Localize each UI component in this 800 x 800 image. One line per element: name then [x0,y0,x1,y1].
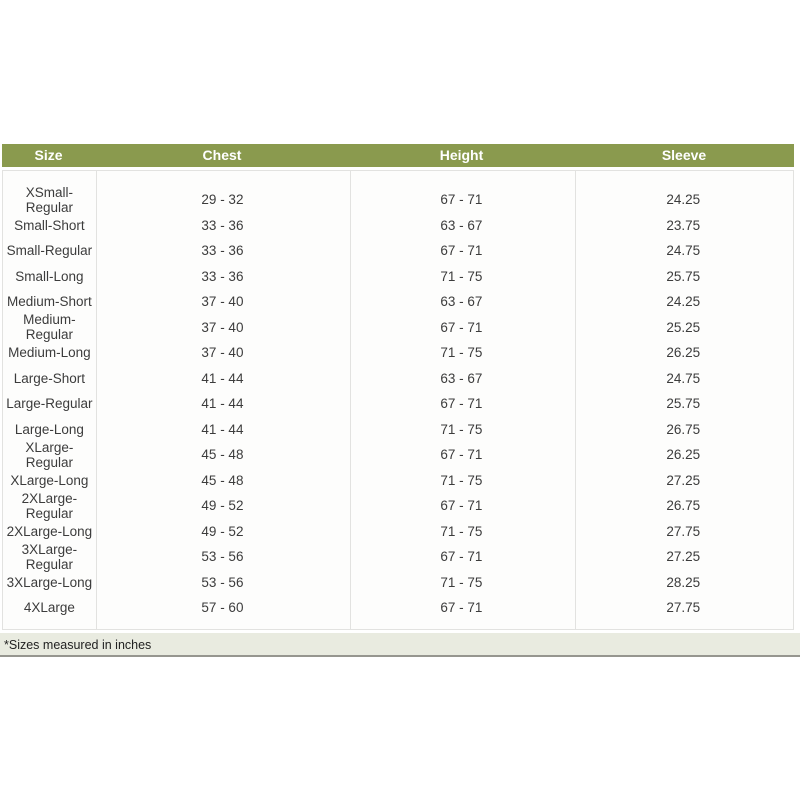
size-chart-table [2,170,794,630]
sleeve-cell: 26.25 [666,447,701,463]
sleeve-cell: 24.75 [666,243,701,259]
height-cell: 71 - 75 [440,574,483,590]
chest-cell: 45 - 48 [201,472,244,488]
height-cell: 63 - 67 [440,217,483,233]
height-cell: 63 - 67 [440,294,483,310]
table-row [3,490,793,521]
chest-cell: 49 - 52 [201,498,244,514]
size-cell: 4XLarge [23,600,75,616]
chest-cell: 33 - 36 [201,243,244,259]
height-cell: 63 - 67 [440,370,483,386]
table-row [3,468,793,494]
chest-cell: 53 - 56 [201,549,244,565]
sleeve-cell: 23.75 [666,217,701,233]
sleeve-cell: 26.75 [666,498,701,514]
table-row [3,264,793,290]
column-divider [350,171,351,629]
chest-cell: 49 - 52 [201,523,244,539]
column-header-sleeve: Sleeve [661,147,707,163]
table-row [3,570,793,596]
table-row [3,417,793,443]
size-cell: Small-Regular [6,243,93,259]
table-row [3,340,793,366]
size-cell: 2XLarge-Long [6,523,93,539]
height-cell: 67 - 71 [440,319,483,335]
height-cell: 67 - 71 [440,549,483,565]
height-cell: 67 - 71 [440,243,483,259]
chest-cell: 45 - 48 [201,447,244,463]
chest-cell: 41 - 44 [201,421,244,437]
column-header-size: Size [34,147,63,163]
table-row [3,595,793,621]
height-cell: 67 - 71 [440,192,483,208]
table-row [3,213,793,239]
table-row [3,541,793,572]
size-cell: 3XLarge-Long [6,574,93,590]
table-rows-container [3,171,793,621]
table-row [3,289,793,315]
sleeve-cell: 25.75 [666,396,701,412]
height-cell: 71 - 75 [440,345,483,361]
size-cell: Medium-Regular [23,312,76,343]
sleeve-cell: 25.25 [666,319,701,335]
height-cell: 67 - 71 [440,600,483,616]
size-cell: Large-Regular [6,396,93,412]
height-cell: 67 - 71 [440,498,483,514]
table-row [3,238,793,264]
sleeve-cell: 27.75 [666,523,701,539]
sleeve-cell: 24.75 [666,370,701,386]
size-chart-header-row [2,144,794,167]
height-cell: 71 - 75 [440,268,483,284]
sleeve-cell: 25.75 [666,268,701,284]
column-header-chest: Chest [202,147,242,163]
sleeve-cell: 26.25 [666,345,701,361]
height-cell: 71 - 75 [440,421,483,437]
size-cell: 2XLarge-Regular [21,490,78,521]
chest-cell: 41 - 44 [201,396,244,412]
footnote: *Sizes measured in inches [0,633,800,657]
height-cell: 67 - 71 [440,447,483,463]
height-cell: 71 - 75 [440,523,483,539]
height-cell: 67 - 71 [440,396,483,412]
size-cell: XSmall-Regular [25,184,74,215]
size-cell: Medium-Short [6,294,92,310]
sleeve-cell: 28.25 [666,574,701,590]
sleeve-cell: 26.75 [666,421,701,437]
table-row [3,391,793,417]
size-cell: 3XLarge-Regular [21,541,78,572]
sleeve-cell: 27.25 [666,549,701,565]
sleeve-cell: 27.25 [666,472,701,488]
size-cell: Small-Long [15,268,84,284]
table-row [3,312,793,343]
chest-cell: 37 - 40 [201,345,244,361]
chest-cell: 41 - 44 [201,370,244,386]
chest-cell: 33 - 36 [201,217,244,233]
size-cell: Small-Short [14,217,85,233]
chest-cell: 37 - 40 [201,319,244,335]
size-cell: Large-Long [14,421,84,437]
size-cell: XLarge-Long [10,472,89,488]
column-divider [575,171,576,629]
sleeve-cell: 24.25 [666,294,701,310]
size-cell: XLarge-Regular [25,439,74,470]
chest-cell: 53 - 56 [201,574,244,590]
height-cell: 71 - 75 [440,472,483,488]
table-row [3,519,793,545]
size-cell: Large-Short [13,370,86,386]
size-cell: Medium-Long [8,345,91,361]
chest-cell: 57 - 60 [201,600,244,616]
column-header-height: Height [439,147,484,163]
table-row [3,366,793,392]
column-divider [96,171,97,629]
chest-cell: 29 - 32 [201,192,244,208]
table-row [3,184,793,215]
chest-cell: 37 - 40 [201,294,244,310]
chest-cell: 33 - 36 [201,268,244,284]
sleeve-cell: 27.75 [666,600,701,616]
sleeve-cell: 24.25 [666,192,701,208]
table-row [3,439,793,470]
